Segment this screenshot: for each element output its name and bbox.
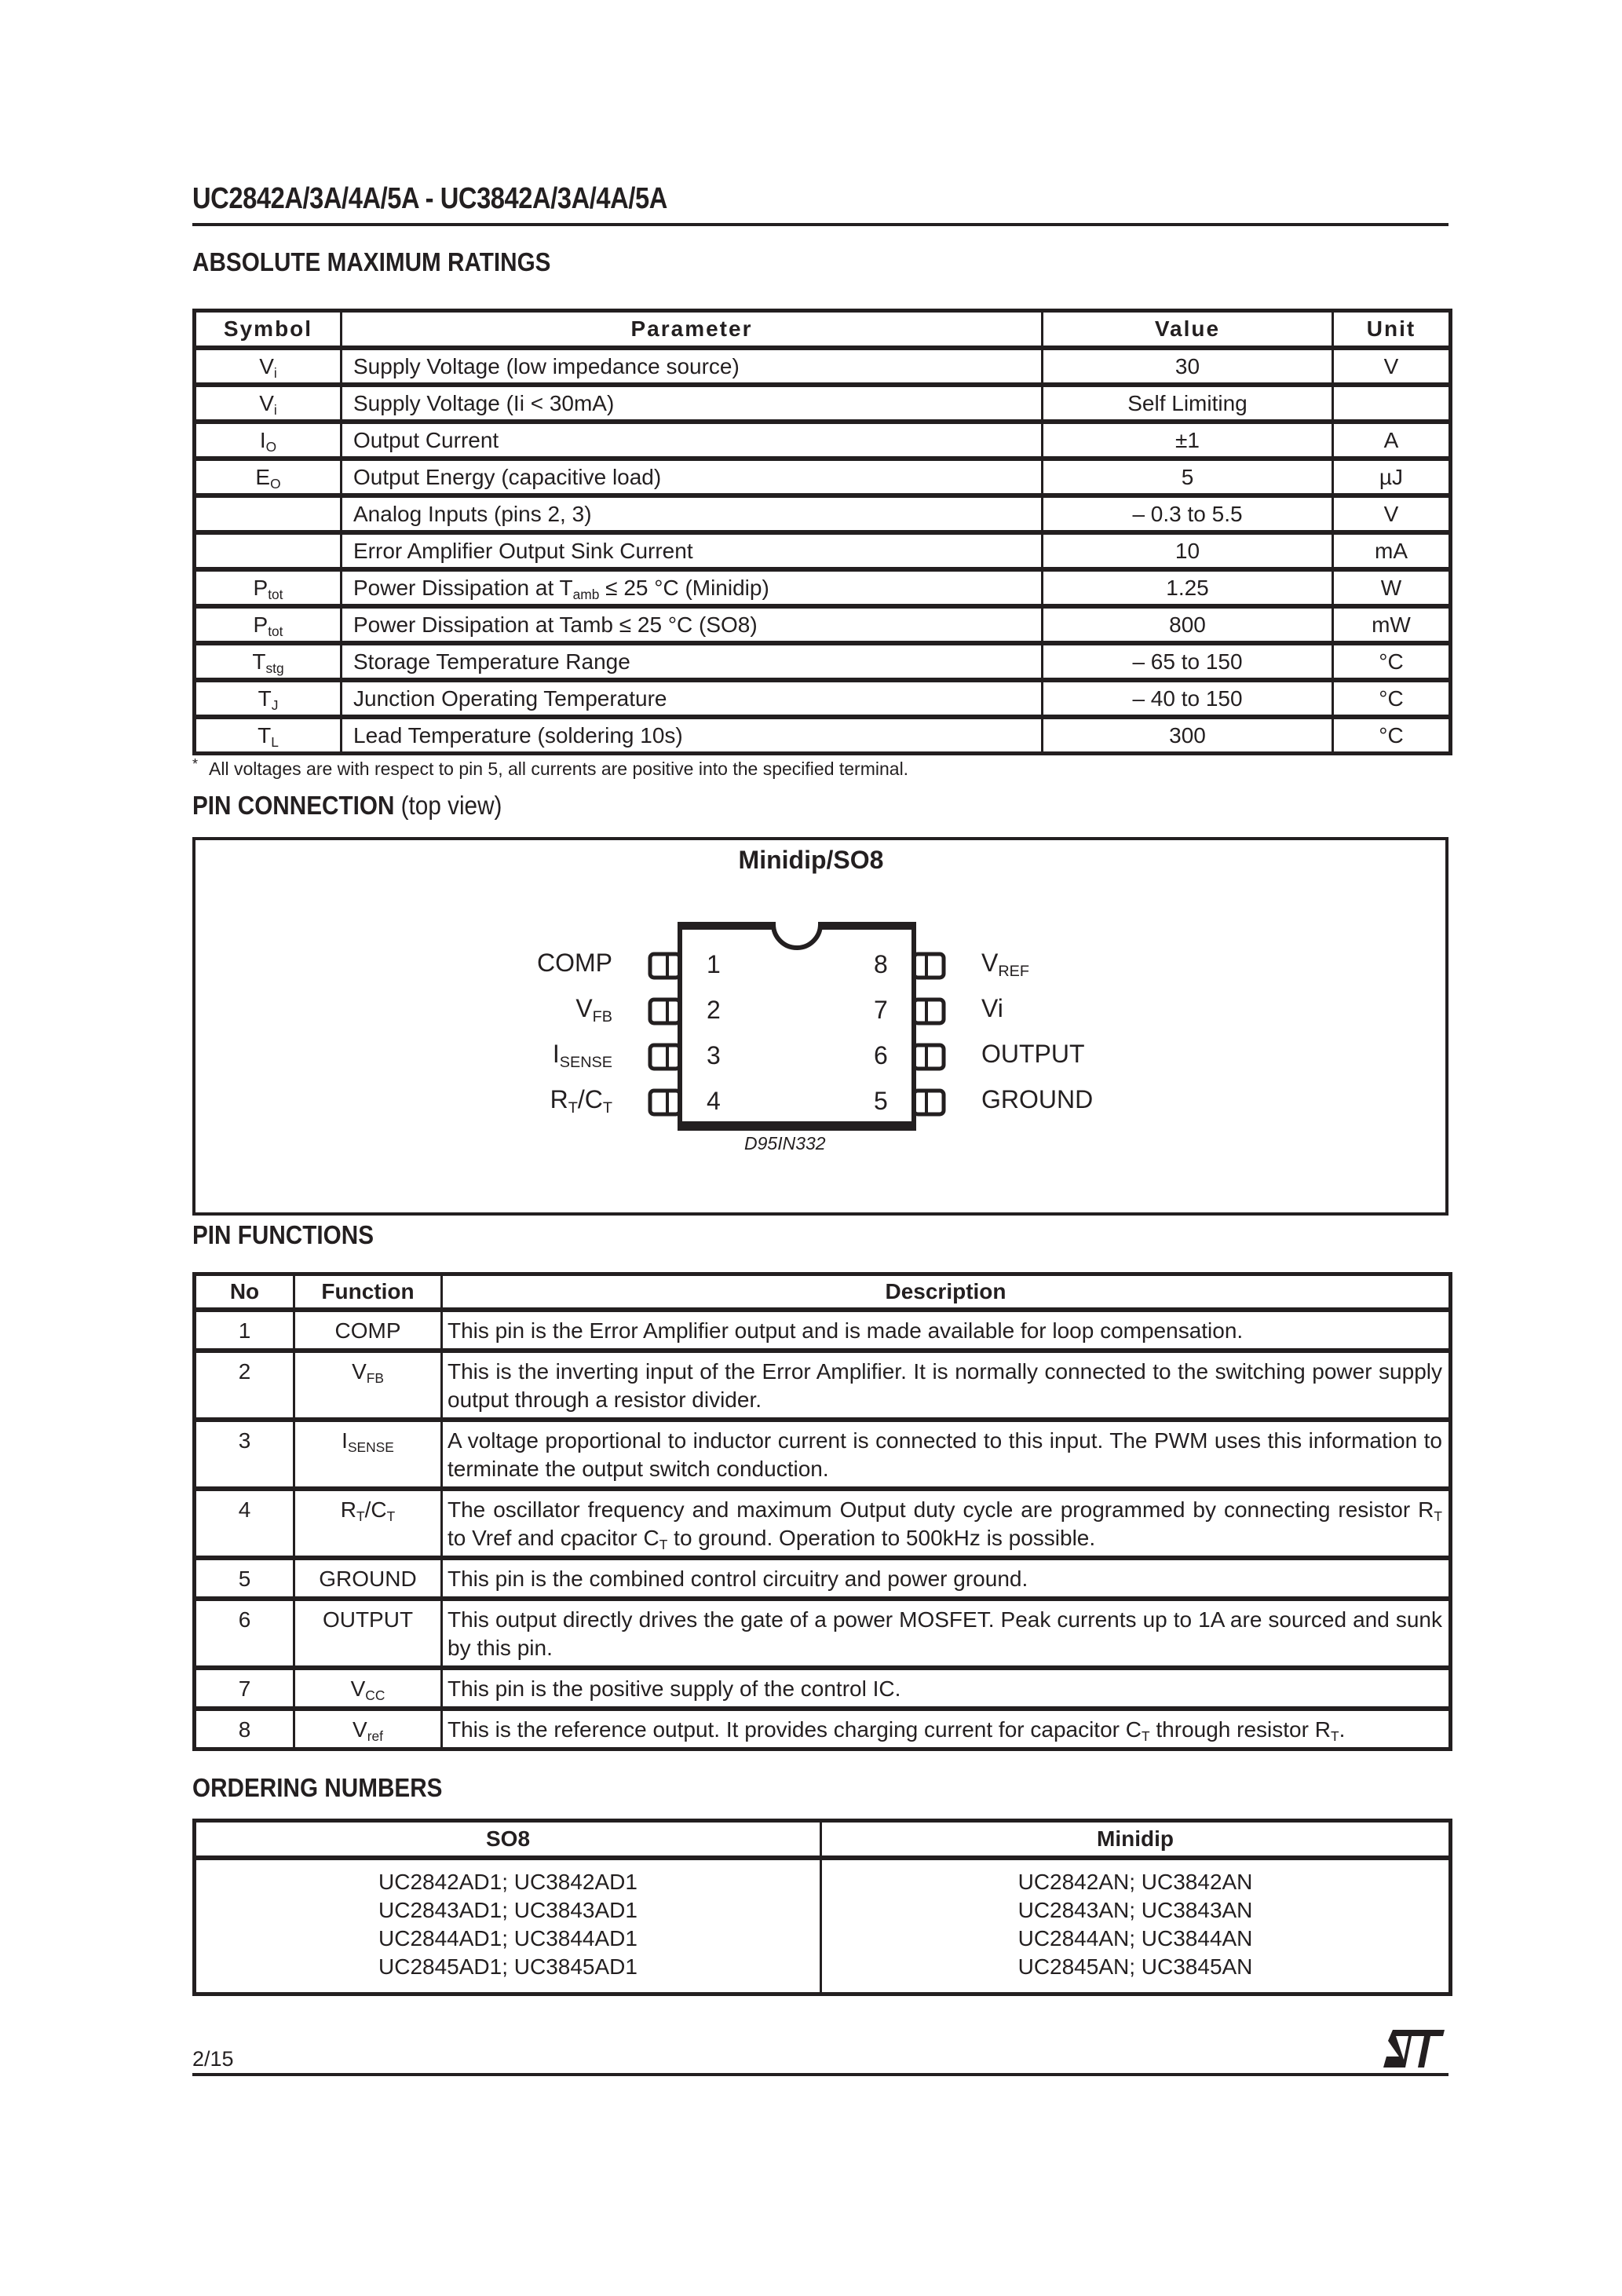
function-cell [294, 1668, 442, 1709]
parameter-cell [342, 717, 1043, 754]
pin-name-subscript: SENSE [559, 1053, 612, 1071]
pin-number-cell: 8 [195, 1709, 294, 1749]
table-row [195, 459, 1451, 495]
function-cell [294, 1489, 442, 1558]
parameter-text-suffix: ≤ 25 °C (Minidip) [599, 575, 769, 600]
symbol-subscript: tot [268, 623, 283, 639]
part-number: UC2844AD1; UC3844AD1 [378, 1926, 637, 1951]
function-name: GROUND [319, 1567, 417, 1591]
pin-number: 5 [874, 1087, 888, 1115]
value-cell: ±1 [1043, 422, 1333, 459]
symbol: T [258, 722, 272, 748]
pin-label-right [981, 994, 1003, 1023]
symbol: V [259, 390, 274, 415]
footnote-mark: * [192, 756, 199, 772]
parameter-text: Junction Operating Temperature [353, 686, 667, 711]
description-cell: This output directly drives the gate of a power MOSFET. Peak currents up to 1A are sourced and sunk by this pin. [442, 1599, 1451, 1668]
column-header-so8: SO8 [195, 1821, 821, 1859]
parameter-cell [342, 643, 1043, 680]
part-number: UC2842AN; UC3842AN [1017, 1870, 1253, 1894]
pin-name: Vi [981, 994, 1003, 1022]
pin-name-subscript: FB [592, 1007, 612, 1026]
pin-label-left [575, 994, 612, 1026]
ordering-numbers-table [192, 1819, 1452, 1996]
part-number: UC2843AD1; UC3843AD1 [378, 1898, 637, 1922]
pin-number: 8 [874, 950, 888, 978]
symbol-subscript: O [265, 438, 277, 455]
parameter-cell [342, 495, 1043, 532]
column-header-minidip: Minidip [821, 1821, 1451, 1859]
pin-number: 4 [707, 1087, 721, 1115]
function-name: V [350, 1676, 366, 1701]
pin-number: 3 [707, 1041, 721, 1069]
symbol: T [258, 686, 272, 711]
unit-cell: V [1333, 495, 1451, 532]
parameter-text: Power Dissipation at Tamb ≤ 25 °C (SO8) [353, 612, 758, 637]
pin-number-cell: 7 [195, 1668, 294, 1709]
symbol-cell [195, 606, 342, 643]
symbol-cell [195, 385, 342, 422]
symbol-subscript: stg [265, 660, 284, 676]
parameter-cell [342, 348, 1043, 385]
table-row [195, 1420, 1451, 1489]
unit-cell: °C [1333, 717, 1451, 754]
function-name: I [342, 1428, 348, 1453]
symbol-cell [195, 643, 342, 680]
function-subscript: SENSE [347, 1439, 394, 1456]
table-row [195, 1489, 1451, 1558]
parameter-subscript: amb [572, 586, 600, 602]
value-cell: – 40 to 150 [1043, 680, 1333, 717]
parameter-text: Analog Inputs (pins 2, 3) [353, 501, 592, 526]
unit-cell: µJ [1333, 459, 1451, 495]
symbol: T [252, 649, 266, 674]
table-header-row [195, 1821, 1451, 1859]
footer-rule [192, 2073, 1448, 2076]
symbol-cell [195, 717, 342, 754]
symbol-subscript: L [271, 733, 279, 750]
symbol: I [259, 427, 266, 452]
value-cell: 10 [1043, 532, 1333, 569]
table-row [195, 1599, 1451, 1668]
pin-number: 6 [874, 1041, 888, 1069]
pin-name: V [575, 994, 593, 1022]
table-row [195, 1709, 1451, 1749]
footnote-text: All voltages are with respect to pin 5, all currents are positive into the specified terminal. [209, 759, 909, 779]
pin-name-subscript: REF [998, 962, 1030, 980]
parameter-cell [342, 532, 1043, 569]
description-cell: The oscillator frequency and maximum Output duty cycle are programmed by connecting resistor $R_T$ to Vref and cpacitor $C_T$ to ground. Operation to 500kHz is possible. [442, 1489, 1451, 1558]
unit-cell: A [1333, 422, 1451, 459]
table-row [195, 1310, 1451, 1351]
parameter-text: Lead Temperature (soldering 10s) [353, 722, 683, 748]
pin-label-right [981, 1085, 1093, 1114]
parameter-text: Supply Voltage (low impedance source) [353, 353, 740, 378]
pin-number-cell: 2 [195, 1351, 294, 1420]
function-name: V [353, 1717, 367, 1742]
symbol: V [259, 353, 274, 378]
symbol-cell [195, 348, 342, 385]
table-row [195, 1558, 1451, 1599]
value-cell: – 65 to 150 [1043, 643, 1333, 680]
table-row [195, 569, 1451, 606]
pin-number: 2 [707, 996, 721, 1024]
table-row [195, 717, 1451, 754]
value-cell: – 0.3 to 5.5 [1043, 495, 1333, 532]
pin-connection-diagram-frame [192, 837, 1448, 1216]
pin-name-subscript: T [568, 1099, 578, 1117]
description-cell: This pin is the combined control circuitry and power ground. [442, 1558, 1451, 1599]
pin-number: 1 [707, 950, 721, 978]
function-cell [294, 1310, 442, 1351]
pin-name: GROUND [981, 1085, 1094, 1113]
column-header-parameter: Parameter [342, 311, 1043, 349]
pin-number-cell: 6 [195, 1599, 294, 1668]
pin-name: I [552, 1040, 560, 1068]
pin-name: OUTPUT [981, 1040, 1085, 1068]
table-row [195, 1668, 1451, 1709]
pin-functions-table [192, 1272, 1452, 1751]
symbol: P [253, 612, 269, 637]
function-cell [294, 1709, 442, 1749]
table-row [195, 422, 1451, 459]
parameter-text: Error Amplifier Output Sink Current [353, 538, 693, 563]
parameter-text: Output Current [353, 427, 499, 452]
table-row [195, 680, 1451, 717]
value-cell: 1.25 [1043, 569, 1333, 606]
pin-label-left [553, 1040, 612, 1069]
function-name: OUTPUT [322, 1607, 414, 1632]
page-number: 2/15 [192, 2047, 234, 2071]
pin-name: COMP [537, 949, 612, 977]
value-cell: 5 [1043, 459, 1333, 495]
parameter-text: Power Dissipation at T [353, 575, 573, 600]
unit-cell: °C [1333, 643, 1451, 680]
st-logo-icon [1382, 2028, 1446, 2069]
function-name: COMP [334, 1318, 401, 1343]
unit-cell: °C [1333, 680, 1451, 717]
symbol: P [253, 575, 269, 600]
function-cell [294, 1558, 442, 1599]
table-row [195, 495, 1451, 532]
parameter-cell [342, 422, 1043, 459]
description-cell: This is the reference output. It provides charging current for capacitor $C_T$ through resistor $R_T$. [442, 1709, 1451, 1749]
parameter-text: Supply Voltage (Ii < 30mA) [353, 390, 615, 415]
column-header-symbol: Symbol [195, 311, 342, 349]
function-cell [294, 1351, 442, 1420]
symbol-cell [195, 532, 342, 569]
pin-connection-subtitle: (top view) [400, 791, 502, 820]
pin-name: V [981, 949, 999, 977]
part-number: UC2845AD1; UC3845AD1 [378, 1954, 637, 1979]
part-number: UC2845AN; UC3845AN [1017, 1954, 1253, 1979]
symbol-cell [195, 495, 342, 532]
function-name: R [340, 1497, 356, 1522]
symbol-subscript: J [271, 696, 279, 713]
pin-label-right [981, 1040, 1085, 1069]
function-subscript: T [356, 1508, 365, 1525]
function-subscript: FB [366, 1370, 384, 1387]
package-title: Minidip/SO8 [738, 846, 884, 874]
function-subscript-2: T [386, 1508, 396, 1525]
pin-label-left [537, 949, 612, 978]
table-row [195, 1351, 1451, 1420]
function-cell [294, 1420, 442, 1489]
column-header-unit: Unit [1333, 311, 1451, 349]
table-row [195, 532, 1451, 569]
absolute-maximum-ratings-table [192, 309, 1452, 755]
minidip-part-list [821, 1858, 1451, 1994]
symbol-subscript: tot [268, 586, 283, 602]
pin-label-left [550, 1085, 612, 1117]
pin-name-2: /C [577, 1085, 603, 1113]
pin-connection-section-title [192, 791, 502, 821]
document-title: UC2842A/3A/4A/5A - UC3842A/3A/4A/5A [192, 182, 667, 215]
table-row [195, 385, 1451, 422]
part-number: UC2843AN; UC3843AN [1017, 1898, 1253, 1922]
pin-name: R [550, 1085, 568, 1113]
symbol-subscript: i [273, 401, 277, 418]
description-cell: This pin is the Error Amplifier output and is made available for loop compensation. [442, 1310, 1451, 1351]
pin-number-cell: 4 [195, 1489, 294, 1558]
description-cell: This pin is the positive supply of the control IC. [442, 1668, 1451, 1709]
description-cell: A voltage proportional to inductor current is connected to this input. The PWM uses this information to terminate the output switch conduction. [442, 1420, 1451, 1489]
pin-number: 7 [874, 996, 888, 1024]
symbol: E [255, 464, 271, 489]
pin-number-cell: 3 [195, 1420, 294, 1489]
symbol-cell [195, 459, 342, 495]
table-row [195, 643, 1451, 680]
value-cell: Self Limiting [1043, 385, 1333, 422]
parameter-text: Storage Temperature Range [353, 649, 630, 674]
column-header-value: Value [1043, 311, 1333, 349]
unit-cell: mW [1333, 606, 1451, 643]
column-header-no: No [195, 1274, 294, 1311]
table-row [195, 606, 1451, 643]
value-cell: 300 [1043, 717, 1333, 754]
part-number: UC2844AN; UC3844AN [1017, 1926, 1253, 1951]
function-cell [294, 1599, 442, 1668]
part-number: UC2842AD1; UC3842AD1 [378, 1870, 637, 1894]
function-subscript: CC [365, 1687, 385, 1704]
parameter-cell [342, 459, 1043, 495]
ordering-numbers-section-title: ORDERING NUMBERS [192, 1773, 443, 1802]
ratings-section-title: ABSOLUTE MAXIMUM RATINGS [192, 247, 551, 276]
ratings-footnote [192, 756, 908, 780]
unit-cell: mA [1333, 532, 1451, 569]
pin-functions-section-title: PIN FUNCTIONS [192, 1220, 374, 1249]
symbol-subscript: i [273, 364, 277, 381]
so8-part-list [195, 1858, 821, 1994]
symbol-cell [195, 569, 342, 606]
table-row [195, 1858, 1451, 1994]
pin-number-cell: 5 [195, 1558, 294, 1599]
parameter-cell [342, 680, 1043, 717]
table-header-row [195, 1274, 1451, 1311]
diagram-code: D95IN332 [744, 1133, 826, 1153]
unit-cell [1333, 385, 1451, 422]
table-header-row [195, 311, 1451, 349]
table-row [195, 348, 1451, 385]
column-header-function: Function [294, 1274, 442, 1311]
unit-cell: V [1333, 348, 1451, 385]
header-rule [192, 223, 1448, 226]
parameter-cell [342, 385, 1043, 422]
pin-connection-title: PIN CONNECTION [192, 791, 395, 820]
pin-number-cell: 1 [195, 1310, 294, 1351]
symbol-cell [195, 680, 342, 717]
parameter-text: Output Energy (capacitive load) [353, 464, 662, 489]
pin-label-right [981, 949, 1029, 978]
function-name-2: /C [364, 1497, 387, 1522]
symbol-cell [195, 422, 342, 459]
parameter-cell [342, 606, 1043, 643]
function-name: V [352, 1359, 367, 1384]
unit-cell: W [1333, 569, 1451, 606]
symbol-subscript: O [270, 475, 281, 492]
function-subscript: ref [367, 1728, 383, 1745]
parameter-cell [342, 569, 1043, 606]
column-header-description: Description [442, 1274, 1451, 1311]
value-cell: 30 [1043, 348, 1333, 385]
pin-name-subscript-2: T [602, 1099, 612, 1117]
description-cell: This is the inverting input of the Error Amplifier. It is normally connected to the switching power supply output through a resistor divider. [442, 1351, 1451, 1420]
value-cell: 800 [1043, 606, 1333, 643]
